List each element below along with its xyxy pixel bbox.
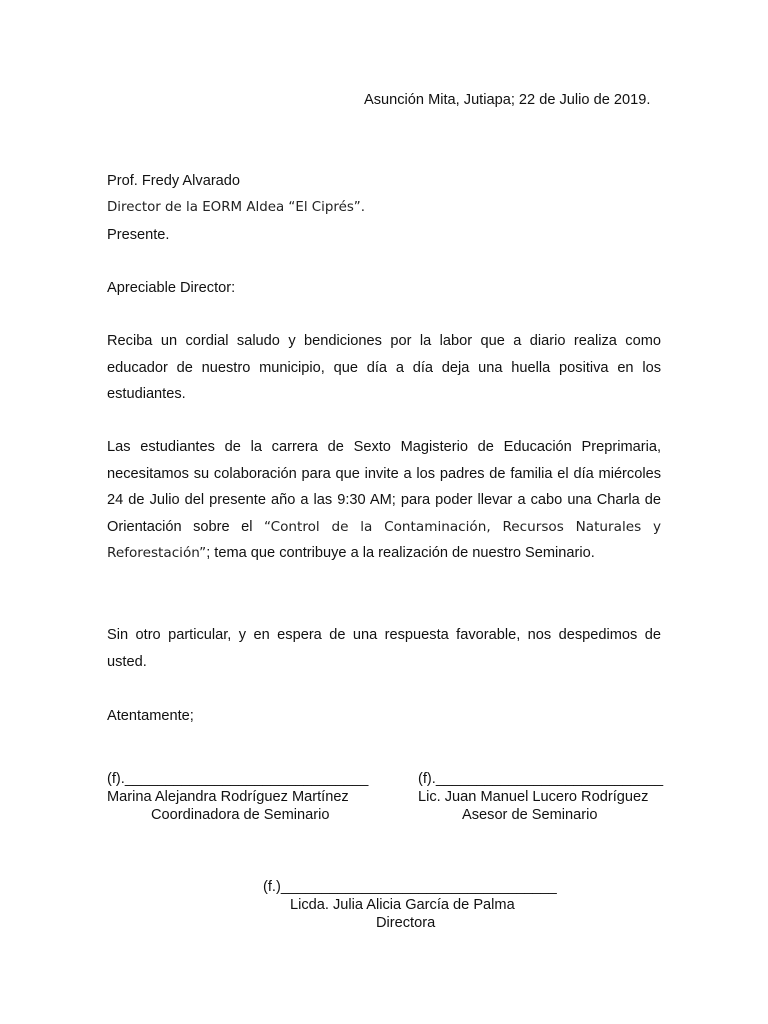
signature-left-name: Marina Alejandra Rodríguez Martínez	[107, 789, 349, 805]
signature-left	[107, 770, 368, 824]
paragraph-2	[107, 434, 661, 567]
paragraph-1: Reciba un cordial saludo y bendiciones por la labor que a diario realiza como educador de nuestro municipio, que día a día deja una huella positiva en los estudiantes.	[107, 333, 661, 403]
signature-bottom	[263, 878, 557, 932]
paragraph-3: Sin otro particular, y en espera de una respuesta favorable, nos despedimos de usted.	[107, 627, 661, 670]
paragraph-2-part-1: Las estudiantes de la carrera de Sexto Magisterio de Educación Preprimaria, necesitamos su colaboración para que invite a los padres de familia el día miércoles 24 de Julio del presente año a las 9:30 AM; para poder llevar a cabo una Charla de Orientación sobre el	[107, 439, 661, 535]
signature-right-role: Asesor de Seminario	[462, 807, 598, 823]
signature-bottom-line: (f.)__________________________________	[263, 879, 557, 895]
signature-bottom-role: Directora	[376, 915, 436, 931]
signature-left-line: (f).______________________________	[107, 771, 369, 787]
recipient-presente: Presente.	[107, 227, 170, 243]
paragraph-2-part-2: ; tema que contribuye a la realización de nuestro Seminario.	[206, 545, 595, 562]
paragraph-2-highlight: “Control de la Contaminación, Recursos Naturales y Reforestación”	[107, 518, 661, 562]
signature-left-role: Coordinadora de Seminario	[151, 807, 330, 823]
salutation: Apreciable Director:	[107, 280, 236, 296]
closing: Atentamente;	[107, 708, 194, 724]
place-date: Asunción Mita, Jutiapa; 22 de Julio de 2019.	[364, 92, 651, 108]
recipient-title: Director de la EORM Aldea “El Ciprés”.	[107, 200, 365, 215]
signature-bottom-name: Licda. Julia Alicia García de Palma	[290, 897, 515, 913]
signature-right-name: Lic. Juan Manuel Lucero Rodríguez	[418, 789, 649, 805]
recipient-name: Prof. Fredy Alvarado	[107, 173, 241, 189]
signature-right	[418, 770, 663, 824]
signature-right-line: (f).____________________________	[418, 771, 664, 787]
